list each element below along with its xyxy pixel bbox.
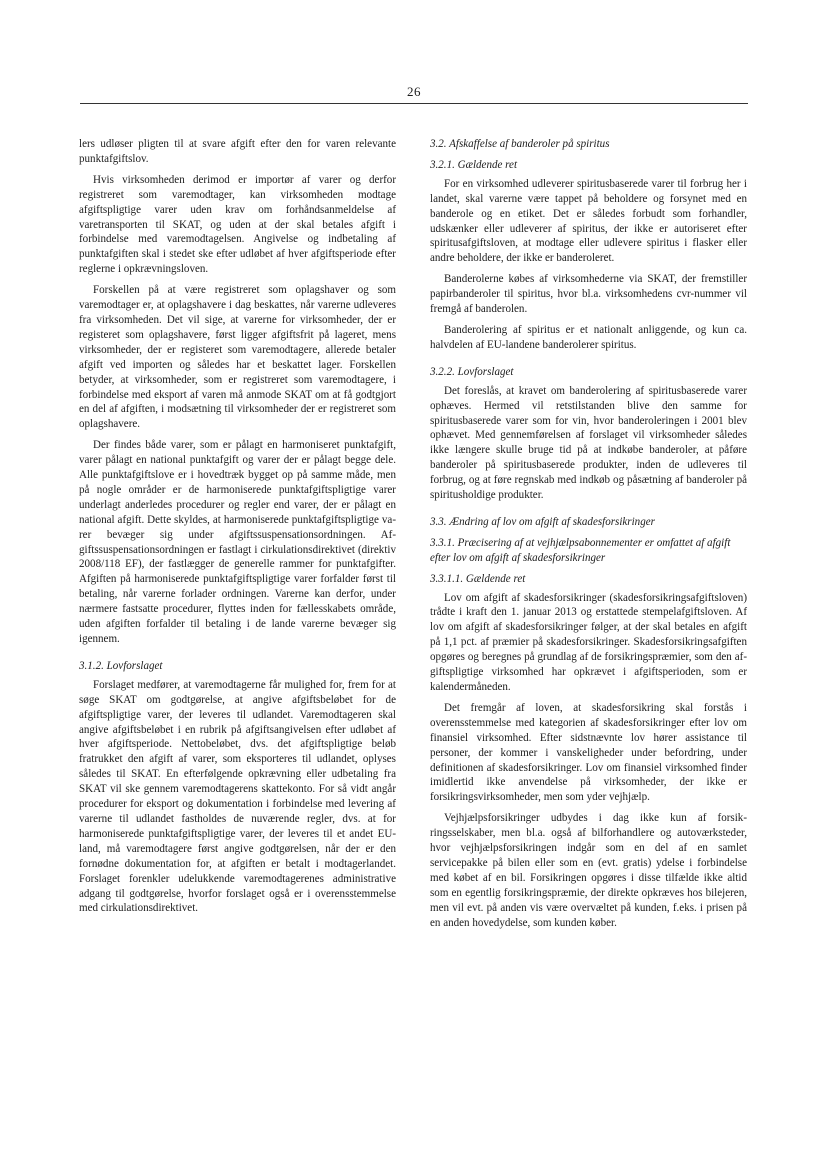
- paragraph: lers udløser pligten til at svare afgift efter den for varen relevante punktafgiftslov.: [79, 138, 396, 165]
- section-heading: 3.2.2. Lovforslaget: [430, 365, 514, 378]
- left-column: [79, 137, 396, 922]
- section-heading: 3.3.1.1. Gældende ret: [430, 572, 526, 585]
- section-heading: 3.1.2. Lovforslaget: [79, 659, 163, 672]
- page-number: 26: [407, 84, 421, 99]
- paragraph: Forskellen på at være registreret som oplagshaver og som varemodtager er, at oplagshavere i dag beskattes, når varerne udleveres fra virksomheden. Det vil sige, at varerne for virksomheder, der er registeret som oplagshavere, først ligger afgiftsfrit på lageret, mens virksomheder, der er registeret som varemodtagere, allerede betaler afgift ved importen og således har et beskattet lager. Forskellen betyder, at virksomheder, som er registreret som varemodtagere, i forbindelse med eksport af varen må anmode SKAT om at få godtgjort en del af afgiften, i modsætning til virksomheder der er registreret som oplagshavere.: [79, 284, 396, 431]
- paragraph: Banderolerne købes af virksomhederne via SKAT, der fremstiller papirbanderoler til spiritus, hvor bl.a. virksomhedens cvr-nummer vil fremgå af banderolen.: [430, 273, 747, 316]
- header-rule: [80, 103, 748, 104]
- paragraph: Hvis virksomheden derimod er importør af varer og derfor registreret som varemodtager, kan virksomheden modtage afgiftspligtige varer uden krav om forhåndsanmeldelse af varetransporten til SKAT, og uden at der skal betales afgift i forbindelse med varemodtagelsen. Angivelse og indbetaling af punktafgiften skal i stedet ske efter udløbet af hver afgiftsperiode efter reglerne i opkrævningsloven.: [79, 173, 396, 276]
- paragraph: Banderolering af spiritus er et nationalt anliggende, og kun ca. halvdelen af EU-landene banderolerer spiritus.: [430, 323, 747, 351]
- section-heading: 3.3.1. Præcisering af at vejhjælpsabonnementer er omfattet af afgift efter lov om afgift af skadesforsikringer: [430, 536, 731, 564]
- section-heading: 3.3. Ændring af lov om afgift af skadesforsikringer: [430, 515, 655, 528]
- paragraph: Der findes både varer, som er pålagt en harmoniseret punktafgift, varer pålagt en national punktafgift og varer der er pålagt begge dele. Alle punktafgiftslove er i hovedtræk bygget op på samme måde, men på nogle områder er de harmoniserede punktafgiftspligtige varer underlagt anderledes procedurer og regler end varer, der er pålagt en national afgift. Dette skyldes, at harmoniserede punktafgiftspligtige varer bevæger sig under afgiftssuspensationsordningen. Afgiftssuspensationsordningen er fastlagt i cirkulationsdirektivet (direktiv 2008/118 EF), der fastlægger de generelle rammer for punktafgifter. Afgiften på harmoniserede punktafgiftspligtige varer forfalder først til betaling, når varerne forlader ordningen. Varerne kan derfor, under nærmere fastsatte procedurer, flyttes inden for fællesskabets område, uden afgiften forfalder til betaling i de lande varerne bevæger sig igennem.: [79, 439, 396, 645]
- section-heading: 3.2.1. Gældende ret: [430, 158, 518, 171]
- section-heading: 3.2. Afskaffelse af banderoler på spiritus: [430, 138, 610, 150]
- paragraph: Det foreslås, at kravet om banderolering af spiritusbaserede varer ophæves. Hermed vil retstilstanden blive den samme for spiritusbaserede varer som for vin, hvor banderoleringen i 2001 blev ophævet. Med gennemførelsen af forslaget vil virksomheder således ikke længere skulle bruge tid på at indkøbe banderoler, at påføre banderoler på spiritusbaserede produkter, inden de udleveres til forbrug, og at føre regnskab med indkøb og påsætning af banderoler på spiritusholdige produkter.: [430, 384, 747, 502]
- paragraph: Vejhjælpsforsikringer udbydes i dag ikke kun af forsikringsselskaber, men bl.a. også af bilforhandlere og autoværksteder, hvor vejhjælpsforsikringen indgår som en del af en samlet servicepakke på bilen eller som en (evt. gratis) ydelse i forbindelse med købet af en bil. Forsikringen opgøres i disse tilfælde ikke altid som en egentlig forsikringspræmie, der direkte opkræves hos bilejeren, men vil evt. på anden vis være overvæltet på kunden, f.eks. i prisen på en anden hovedydelse, som kunden køber.: [430, 812, 747, 929]
- paragraph: Forslaget medfører, at varemodtagerne får mulighed for, frem for at søge SKAT om godtgørelse, at angive afgiftsbeløbet for de afgiftspligtige varer, der leveres til udlandet. Varemodtageren skal angive afgiftsbeløbet i en rubrik på afgiftsangivelsen efter udløbet af hver afgiftsperiode. Nettobeløbet, dvs. det afgiftspligtige beløb fratrukket den afgift af varer, som eksporteres til udlandet, oplyses således til SKAT. En efterfølgende opkrævning eller udbetaling fra SKAT vil ske gennem varemodtagerens skattekonto. For så vidt angår procedurer for eksport og dokumentation i forbindelse med levering af varerne til udlandet fastholdes de nuværende regler, dvs. at for harmoniserede punktafgiftspligtige varer, der leveres til et andet EU-land, må varemodtagere først angive godtgørelsen, når der er den fornødne dokumentation for, at afgiften er betalt i modtagerlandet. Forslaget forenkler udelukkende varemodtagerenes administrative adgang til godtgørelse, hvorfor forslaget også er i overensstemmelse med cirkulationsdirektivet.: [79, 678, 396, 915]
- paragraph: Det fremgår af loven, at skadesforsikring skal forstås i overensstemmelse med kategorien af skadesforsikringer efter lov om finansiel virksomhed. Efter sidstnævnte lov hører assistance til personer, der kommer i vanskeligheder under befordring, under definitionen af skadesforsikringer. Lov om finansiel virksomhed finder imidlertid ikke anvendelse på virksomheder, der ikke er forsikringsvirksomheder, men som yder vejhjælp.: [430, 701, 747, 804]
- paragraph: Lov om afgift af skadesforsikringer (skadesforsikringsafgiftsloven) trådte i kraft den 1. januar 2013 og erstattede stempelafgiftsloven. Af lov om afgift af skadesforsikringer følger, at der skal betales en afgift på 1,1 pct. af præmier på skadesforsikringer. Skadesforsikringsafgiften opgøres og beregnes på grundlag af de forsikringspræmier, som den afgiftspligtige virksomhed har opkrævet i afgiftsperioden, som er kalendermåneden.: [430, 591, 747, 693]
- right-column: [430, 137, 747, 937]
- paragraph: For en virksomhed udleverer spiritusbaserede varer til forbrug her i landet, skal varerne være tappet på beholdere og forsynet med en banderole og en etiket. Det er således forbudt som forhandler, udskænker eller udleverer af spiritus, der ikke er autoriseret efter spiritusafgiftsloven, at modtage eller udlevere spiritus i flasker eller andre beholdere, der ikke er banderoleret.: [430, 177, 747, 265]
